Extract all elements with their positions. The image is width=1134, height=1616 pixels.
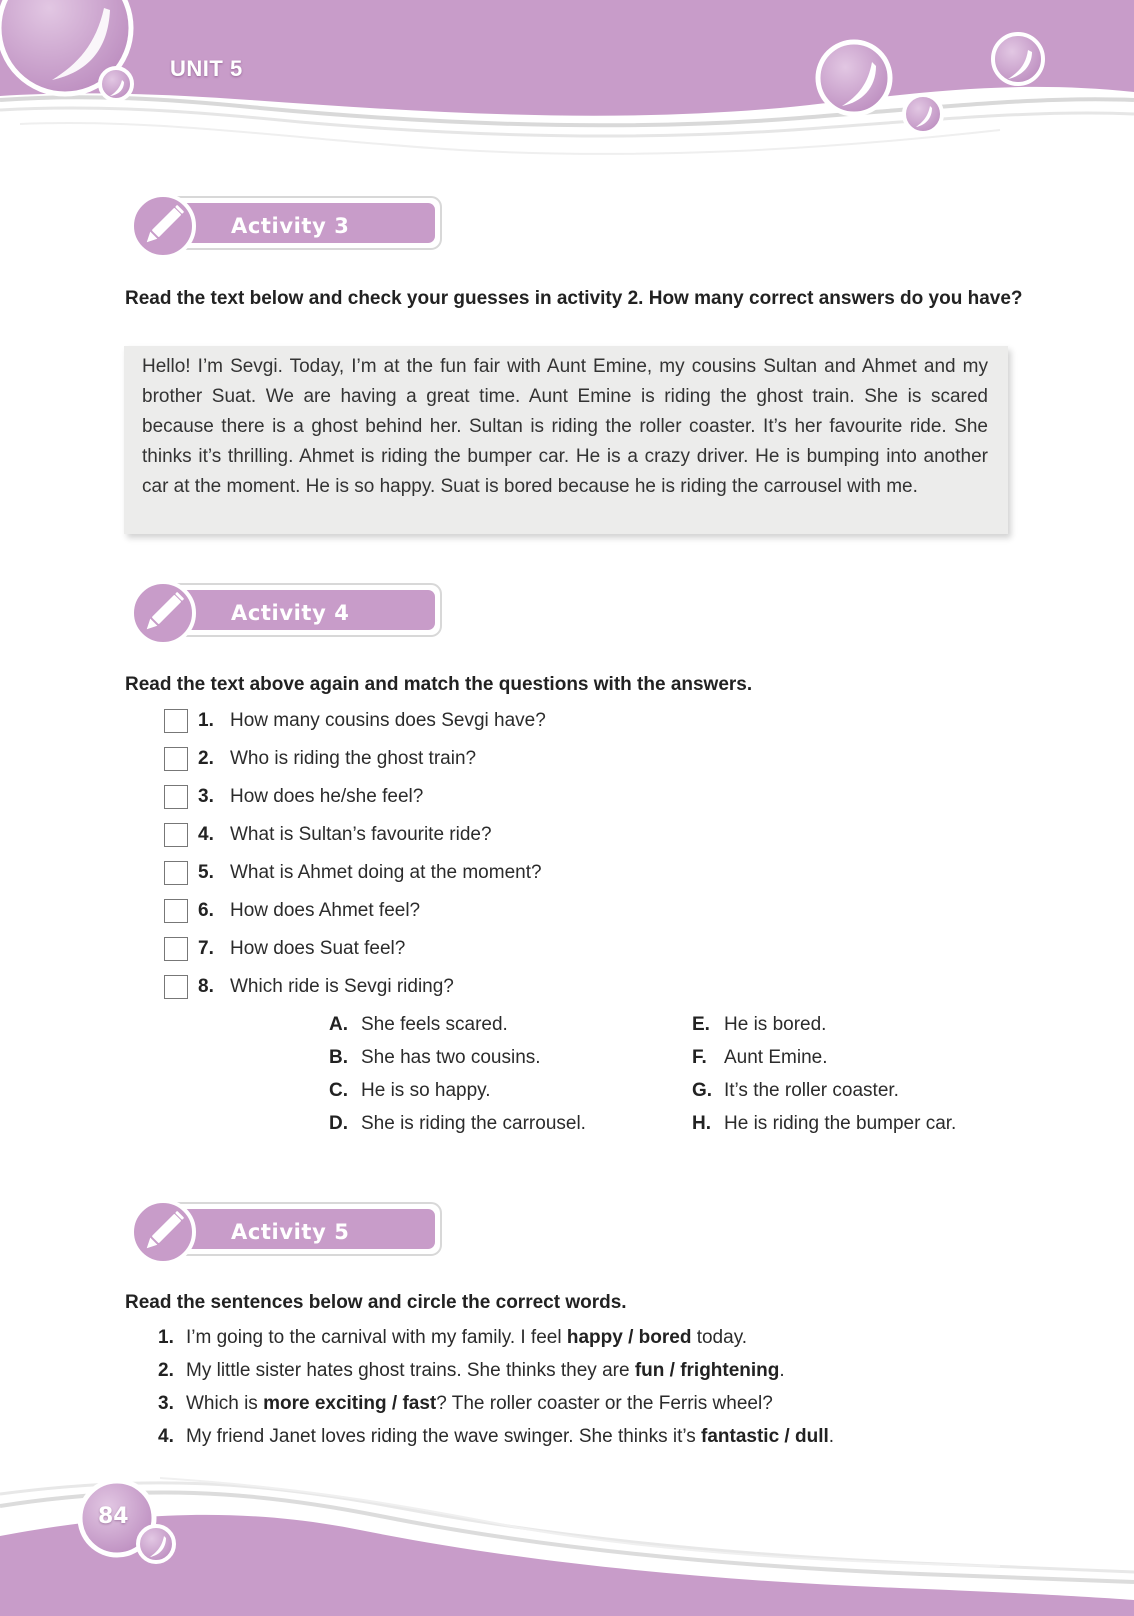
header-bubble-right-2 — [904, 95, 942, 133]
question-item: 6. How does Ahmet feel? — [164, 892, 764, 930]
activity-4-header — [124, 573, 424, 653]
sentence-list — [158, 1321, 1078, 1453]
word-choice[interactable]: happy / bored — [566, 1326, 692, 1348]
answer-checkbox[interactable] — [164, 823, 188, 847]
question-list — [164, 702, 764, 1006]
activity-3-header — [124, 186, 424, 266]
activity-4-instruction: Read the text above again and match the questions with the answers. — [125, 674, 753, 695]
question-item: 8. Which ride is Sevgi riding? — [164, 968, 764, 1006]
reading-passage: Hello! I’m Sevgi. Today, I’m at the fun fair with Aunt Emine, my cousins Sultan and Ahmet and my brother Suat. We are having a great time. Aunt Emine is riding the ghost train. She is scared because there is a ghost behind her. Sultan is riding the roller coaster. It’s her favourite ride. She thinks it’s thrilling. Ahmet is riding the bumper car. He is a crazy driver. He is bumping into another car at the moment. He is so happy. Suat is bored because he is riding the carrousel with me. — [124, 346, 1008, 534]
unit-title: UNIT 5 — [170, 56, 243, 81]
answer-checkbox[interactable] — [164, 785, 188, 809]
sentence-item: 2. My little sister hates ghost trains. She thinks they are fun / frightening. — [158, 1359, 785, 1381]
sentence-item: 1. I’m going to the carnival with my family. I feel happy / bored today. — [158, 1326, 748, 1348]
answer-item: G. It’s the roller coaster. — [692, 1079, 899, 1101]
question-item: 7. How does Suat feel? — [164, 930, 764, 968]
answer-item: E. He is bored. — [692, 1013, 827, 1035]
answer-item: D. She is riding the carrousel. — [329, 1112, 586, 1134]
header-bubble-small — [100, 68, 132, 100]
page-number: 84 — [98, 1504, 129, 1529]
sentence-item: 4. My friend Janet loves riding the wave swinger. She thinks it’s fantastic / dull. — [158, 1425, 835, 1447]
question-item: 5. What is Ahmet doing at the moment? — [164, 854, 764, 892]
answer-list-right — [692, 1008, 1022, 1140]
pencil-icon — [130, 1199, 196, 1265]
activity-5-instruction: Read the sentences below and circle the correct words. — [125, 1292, 627, 1313]
activity-title: Activity 5 — [231, 1220, 350, 1244]
answer-checkbox[interactable] — [164, 747, 188, 771]
question-item: 4. What is Sultan’s favourite ride? — [164, 816, 764, 854]
activity-title: Activity 4 — [231, 601, 350, 625]
answer-checkbox[interactable] — [164, 899, 188, 923]
sentence-item: 3. Which is more exciting / fast? The roller coaster or the Ferris wheel? — [158, 1392, 773, 1414]
activity-title: Activity 3 — [231, 214, 350, 238]
answer-checkbox[interactable] — [164, 709, 188, 733]
question-item: 1. How many cousins does Sevgi have? — [164, 702, 764, 740]
answer-list-left — [329, 1008, 659, 1140]
word-choice[interactable]: fun / frightening — [634, 1359, 780, 1381]
answer-item: F. Aunt Emine. — [692, 1046, 828, 1068]
activity-3-instruction: Read the text below and check your guesses in activity 2. How many correct answers do you have? — [125, 288, 1023, 309]
header-bubble-right-3 — [993, 34, 1043, 84]
answer-item: H. He is riding the bumper car. — [692, 1112, 957, 1134]
header-bubble-right-1 — [818, 42, 890, 114]
question-item: 2. Who is riding the ghost train? — [164, 740, 764, 778]
answer-item: C. He is so happy. — [329, 1079, 491, 1101]
activity-5-header — [124, 1192, 424, 1272]
answer-item: B. She has two cousins. — [329, 1046, 541, 1068]
answer-checkbox[interactable] — [164, 975, 188, 999]
word-choice[interactable]: fantastic / dull — [701, 1425, 829, 1447]
answer-checkbox[interactable] — [164, 937, 188, 961]
answer-checkbox[interactable] — [164, 861, 188, 885]
question-item: 3. How does he/she feel? — [164, 778, 764, 816]
answer-item: A. She feels scared. — [329, 1013, 508, 1035]
pencil-icon — [130, 193, 196, 259]
pencil-icon — [130, 580, 196, 646]
word-choice[interactable]: more exciting / fast — [263, 1392, 437, 1414]
